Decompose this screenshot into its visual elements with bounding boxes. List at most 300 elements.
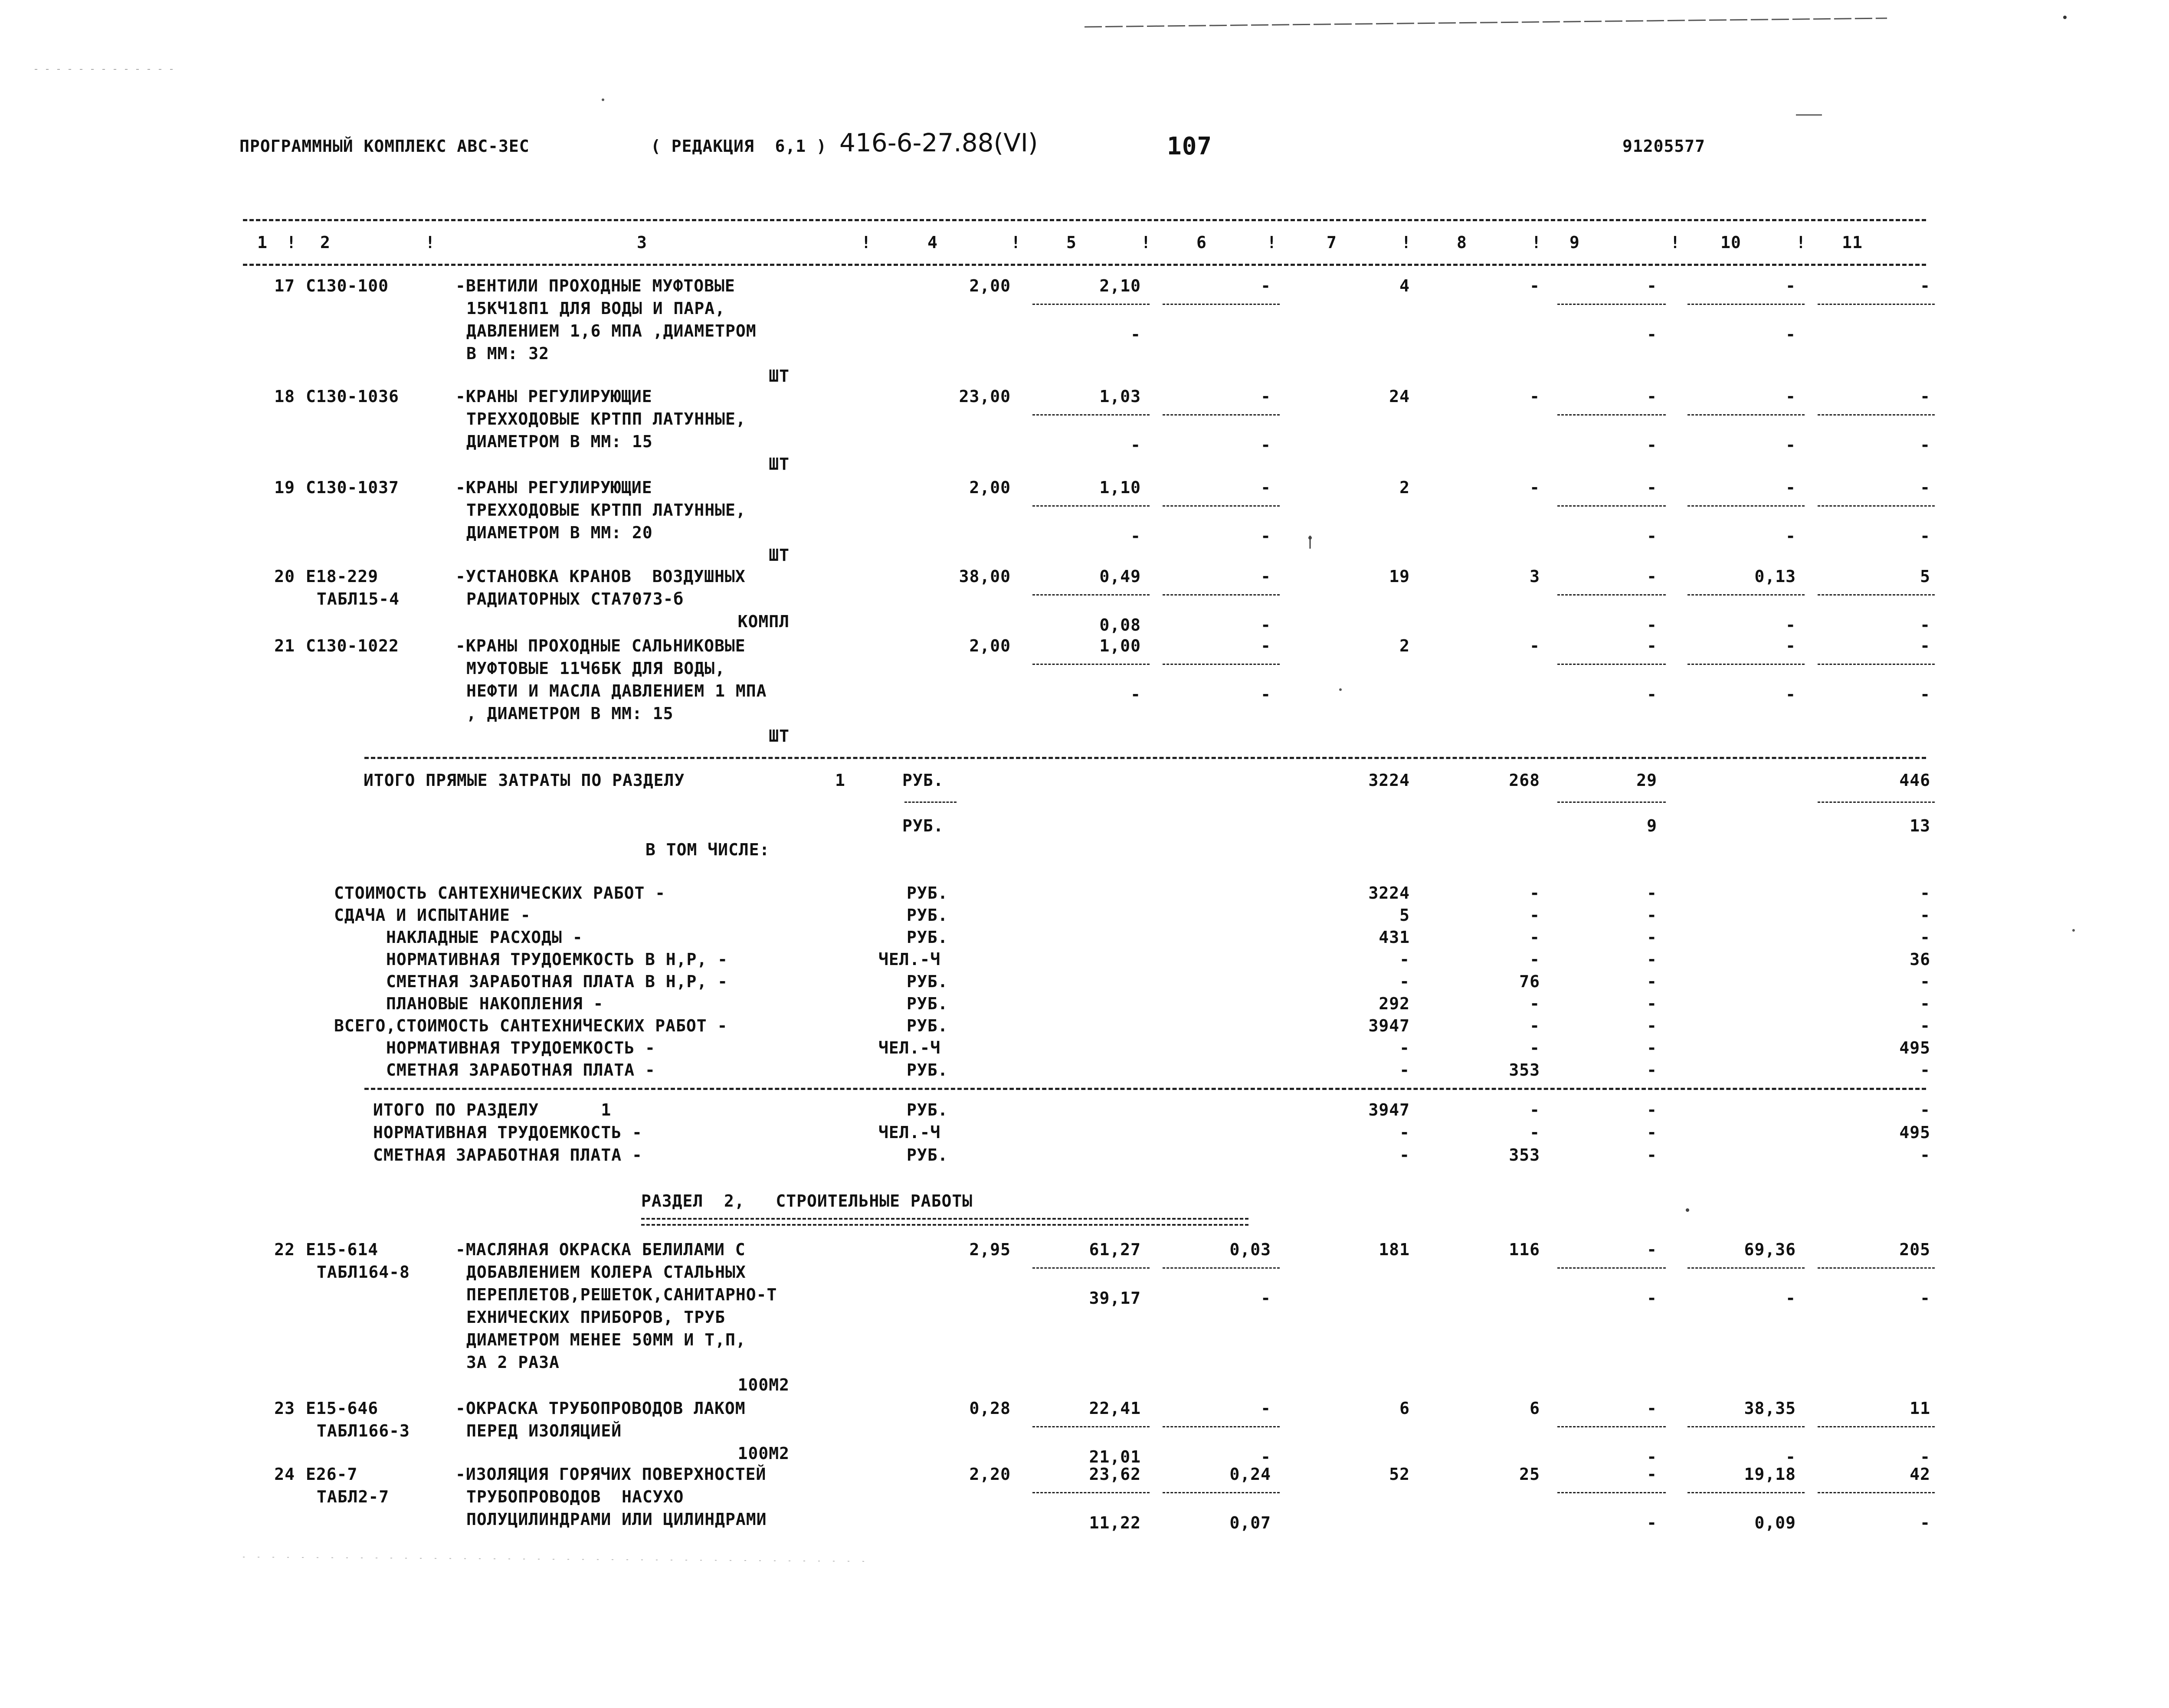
item-unit-cost-wages: - [1130,685,1141,704]
summary-label: НОРМАТИВНАЯ ТРУДОЕМКОСТЬ - [373,1123,642,1142]
summary-unit: РУБ. [907,906,948,925]
item-number: 23 [274,1399,295,1418]
item-labor: 38,35 [1744,1399,1796,1418]
column-header-10: 10 [1720,233,1741,252]
item-quantity: 2,95 [969,1240,1011,1259]
labor-total-divider [1818,1492,1935,1493]
summary-unit: РУБ. [907,928,948,947]
machines-divider [1557,1267,1666,1269]
item-labor-b: - [1786,1289,1796,1308]
labor-divider [1687,664,1805,665]
summary-label: НАКЛАДНЫЕ РАСХОДЫ - [386,928,583,947]
item-labor-total-b: - [1920,527,1930,546]
item-description-line: -ОКРАСКА ТРУБОПРОВОДОВ ЛАКОМ [455,1399,746,1418]
item-description-line: -КРАНЫ РЕГУЛИРУЮЩИЕ [455,478,652,497]
item-number: 18 [274,387,295,406]
unit-cost-divider [1032,505,1150,507]
item-code: Е26-7 [306,1465,358,1484]
machine-cost-divider [1163,505,1280,507]
item-machines-b: - [1647,325,1657,344]
item-total: 6 [1399,1399,1410,1418]
item-description-line: ДИАМЕТРОМ В ММ: 15 [466,432,653,451]
summary-c11: - [1920,1100,1930,1119]
item-description-line: -УСТАНОВКА КРАНОВ ВОЗДУШНЫХ [455,567,746,586]
item-description-line: РАДИАТОРНЫХ СТА7073-б [466,589,684,609]
item-wages: - [1530,478,1540,497]
item-unit-cost: 22,41 [1089,1399,1141,1418]
section2-title: РАЗДЕЛ 2, СТРОИТЕЛЬНЫЕ РАБОТЫ [641,1191,973,1211]
item-unit-cost-wages: - [1130,527,1141,546]
summary-c8: - [1530,906,1540,925]
summary-c9: - [1647,1100,1657,1119]
summary-c7: 3947 [1368,1100,1410,1119]
summary-c8: - [1530,1016,1540,1035]
machine-cost-divider [1163,664,1280,665]
summary-c7: - [1399,1038,1410,1057]
item-labor: - [1786,276,1796,295]
item-machines: - [1647,478,1657,497]
summary-unit: РУБ. [907,1100,948,1119]
summary-c7: - [1399,950,1410,969]
item-unit-cost: 2,10 [1099,276,1141,295]
column-separator: ! [861,233,872,252]
item-unit: ШТ [769,455,790,474]
item-description-line: ТРУБОПРОВОДОВ НАСУХО [466,1487,684,1506]
item-wages: 6 [1530,1399,1540,1418]
item-total: 2 [1399,478,1410,497]
summary-c8: 353 [1509,1060,1540,1080]
final-rule [364,1088,1926,1090]
edition: ( РЕДАКЦИЯ 6,1 ) [651,137,827,156]
item-description-line: ПЕРЕПЛЕТОВ,РЕШЕТОК,САНИТАРНО-Т [466,1285,777,1304]
item-code: Е15-646 [306,1399,379,1418]
labor-total-divider [1818,414,1935,416]
item-labor-total: - [1920,636,1930,655]
column-header-9: 9 [1569,233,1580,252]
item-unit-cost: 1,03 [1099,387,1141,406]
column-header-2: 2 [320,233,331,252]
summary-label: ВСЕГО,СТОИМОСТЬ САНТЕХНИЧЕСКИХ РАБОТ - [334,1016,728,1035]
column-header-11: 11 [1842,233,1863,252]
summary-c9: - [1647,1145,1657,1165]
item-labor-total-b: - [1920,685,1930,704]
summary-c11: 495 [1899,1123,1930,1142]
summary-unit: ЧЕЛ.-Ч [878,950,941,969]
item-description-line: -ВЕНТИЛИ ПРОХОДНЫЕ МУФТОВЫЕ [455,276,735,295]
item-unit: ШТ [769,546,790,565]
section1-total-label: ИТОГО ПРЯМЫЕ ЗАТРАТЫ ПО РАЗДЕЛУ [364,771,685,790]
summary-c11: - [1920,972,1930,991]
item-total: 52 [1389,1465,1410,1484]
program-name: ПРОГРАММНЫЙ КОМПЛЕКС АВС-ЗЕС [239,137,530,156]
column-separator: ! [1796,233,1806,252]
summary-unit: РУБ. [907,994,948,1013]
item-code: С130-1036 [306,387,399,406]
column-separator: ! [1011,233,1021,252]
item-machine-cost: 0,24 [1229,1465,1271,1484]
labor-total-divider [1818,505,1935,507]
summary-c7: 3224 [1368,883,1410,903]
machine-cost-divider [1163,594,1280,596]
item-code: С130-100 [306,276,389,295]
column-separator: ! [1267,233,1277,252]
item-description-line: -КРАНЫ ПРОХОДНЫЕ САЛЬНИКОВЫЕ [455,636,746,655]
item-wages: 116 [1509,1240,1540,1259]
page-number: 107 [1167,132,1212,160]
item-total: 4 [1399,276,1410,295]
summary-c8: - [1530,950,1540,969]
item-wages: 3 [1530,567,1540,586]
item-unit-cost: 61,27 [1089,1240,1141,1259]
item-description-line: -КРАНЫ РЕГУЛИРУЮЩИЕ [455,387,652,406]
section1-total-c11: 446 [1899,771,1930,790]
machines-divider [1557,304,1666,305]
item-machines: - [1647,387,1657,406]
item-labor-total-b: - [1920,435,1930,455]
item-machine-wages: - [1261,435,1271,455]
item-description-line: ПЕРЕД ИЗОЛЯЦИЕЙ [466,1421,622,1440]
item-machines-b: - [1647,685,1657,704]
item-machines: - [1647,276,1657,295]
summary-label: НОРМАТИВНАЯ ТРУДОЕМКОСТЬ В Н,Р, - [386,950,728,969]
item-machine-wages: - [1261,1289,1271,1308]
item-labor-total: - [1920,387,1930,406]
header-top-rule [243,219,1926,221]
summary-c7: 292 [1379,994,1410,1013]
item-quantity: 2,00 [969,478,1011,497]
item-labor-total-b: - [1920,1447,1930,1466]
item-machines: - [1647,636,1657,655]
unit-cost-divider [1032,1492,1150,1493]
item-labor-b: - [1786,325,1796,344]
unit-cost-divider [1032,1267,1150,1269]
column-separator: ! [286,233,297,252]
summary-c11: - [1920,883,1930,903]
summary-c9: - [1647,1016,1657,1035]
item-description-line: ЗА 2 РАЗА [466,1353,560,1372]
summary-label: ИТОГО ПО РАЗДЕЛУ 1 [373,1100,612,1119]
item-labor: - [1786,387,1796,406]
item-unit-cost-wages: - [1130,325,1141,344]
summary-label: НОРМАТИВНАЯ ТРУДОЕМКОСТЬ - [386,1038,655,1057]
machines-divider [1557,1426,1666,1427]
machines-divider [1557,414,1666,416]
summary-c8: - [1530,883,1540,903]
summary-c8: - [1530,928,1540,947]
summary-c9: - [1647,906,1657,925]
item-machines-b: - [1647,615,1657,635]
labor-total-divider [1818,1426,1935,1427]
summary-label: СМЕТНАЯ ЗАРАБОТНАЯ ПЛАТА В Н,Р, - [386,972,728,991]
item-labor-b: - [1786,685,1796,704]
summary-c7: - [1399,1145,1410,1165]
column-header-8: 8 [1457,233,1467,252]
item-labor: 69,36 [1744,1240,1796,1259]
section2-double-rule [641,1218,1248,1226]
item-wages: - [1530,636,1540,655]
summary-c11: - [1920,1060,1930,1080]
total-rule [364,757,1926,759]
item-machine-wages: - [1261,1447,1271,1466]
summary-label: СТОИМОСТЬ САНТЕХНИЧЕСКИХ РАБОТ - [334,883,666,903]
item-unit: 100М2 [737,1444,790,1463]
item-labor-total-b: - [1920,615,1930,635]
summary-c8: 353 [1509,1145,1540,1165]
summary-c11: - [1920,994,1930,1013]
item-unit-cost: 23,62 [1089,1465,1141,1484]
item-total: 2 [1399,636,1410,655]
section1-total-c9: 29 [1636,771,1657,790]
item-labor-b: - [1786,435,1796,455]
item-machines: - [1647,1465,1657,1484]
item-quantity: 2,00 [969,276,1011,295]
item-description-line: ПОЛУЦИЛИНДРАМИ ИЛИ ЦИЛИНДРАМИ [466,1510,767,1529]
item-number: 21 [274,636,295,655]
summary-c9: - [1647,994,1657,1013]
item-unit: 100М2 [737,1375,790,1394]
labor-divider [1687,505,1805,507]
unit-underline [904,802,957,803]
summary-c7: - [1399,1123,1410,1142]
item-machines-b: - [1647,435,1657,455]
item-machines-b: - [1647,1513,1657,1532]
item-total: 24 [1389,387,1410,406]
unit-cost-divider [1032,594,1150,596]
summary-unit: РУБ. [907,1145,948,1165]
machines-divider [1557,664,1666,665]
item-quantity: 2,20 [969,1465,1011,1484]
labor-total-divider [1818,304,1935,305]
summary-c11: - [1920,1016,1930,1035]
item-machine-cost: - [1261,567,1271,586]
item-unit-cost: 0,49 [1099,567,1141,586]
column-separator: ! [1141,233,1151,252]
item-code: Е15-614 [306,1240,379,1259]
section1-total-number: 1 [835,771,845,790]
item-description-line: 15КЧ18П1 ДЛЯ ВОДЫ И ПАРА, [466,299,725,318]
summary-unit: ЧЕЛ.-Ч [878,1123,941,1142]
machines-divider [1557,594,1666,596]
summary-c9: - [1647,928,1657,947]
item-machine-cost: - [1261,636,1271,655]
summary-c8: - [1530,1100,1540,1119]
item-description-line: В ММ: 32 [466,344,550,363]
summary-c7: 431 [1379,928,1410,947]
item-unit-cost: 1,00 [1099,636,1141,655]
item-machine-cost: - [1261,276,1271,295]
item-wages: 25 [1519,1465,1540,1484]
item-labor-total: 5 [1920,567,1930,586]
item-description-line: -МАСЛЯНАЯ ОКРАСКА БЕЛИЛАМИ С [455,1240,746,1259]
summary-label: СМЕТНАЯ ЗАРАБОТНАЯ ПЛАТА - [373,1145,642,1165]
summary-c8: - [1530,1123,1540,1142]
item-description-line: ДОБАВЛЕНИЕМ КОЛЕРА СТАЛЬНЫХ [466,1263,746,1282]
item-description-line: НЕФТИ И МАСЛА ДАВЛЕНИЕМ 1 МПА [466,681,767,700]
column-separator: ! [1401,233,1412,252]
item-labor-b: 0,09 [1754,1513,1796,1532]
item-number: 22 [274,1240,295,1259]
item-code: С130-1037 [306,478,399,497]
summary-unit: РУБ. [907,1060,948,1080]
item-unit: КОМПЛ [737,612,790,631]
item-machine-wages: - [1261,527,1271,546]
machines-divider [1557,505,1666,507]
item-unit-cost-wages: 39,17 [1089,1289,1141,1308]
item-description-line: ДАВЛЕНИЕМ 1,6 МПА ,ДИАМЕТРОМ [466,321,757,340]
item-labor: 0,13 [1754,567,1796,586]
item-code: С130-1022 [306,636,399,655]
item-machine-wages: - [1261,615,1271,635]
item-wages: - [1530,387,1540,406]
summary-c8: - [1530,994,1540,1013]
summary-c9: - [1647,1038,1657,1057]
item-unit: ШТ [769,366,790,386]
item-machines-b: - [1647,1289,1657,1308]
item-labor-b: - [1786,615,1796,635]
summary-c11: - [1920,906,1930,925]
including-label: В ТОМ ЧИСЛЕ: [645,840,770,859]
item-number: 19 [274,478,295,497]
item-description-line: МУФТОВЫЕ 11Ч6БК ДЛЯ ВОДЫ, [466,659,725,678]
machine-cost-divider [1163,1267,1280,1269]
item-machine-wages: - [1261,685,1271,704]
item-labor-total: 42 [1910,1465,1930,1484]
summary-c9: - [1647,1060,1657,1080]
summary-unit: РУБ. [907,972,948,991]
column-header-5: 5 [1066,233,1077,252]
summary-label: СМЕТНАЯ ЗАРАБОТНАЯ ПЛАТА - [386,1060,655,1080]
summary-c9: - [1647,972,1657,991]
item-machine-cost: 0,03 [1229,1240,1271,1259]
section1-total-c8: 268 [1509,771,1540,790]
summary-label: СДАЧА И ИСПЫТАНИЕ - [334,906,531,925]
item-unit-cost: 1,10 [1099,478,1141,497]
summary-c9: - [1647,950,1657,969]
labor-total-divider [1818,594,1935,596]
item-machines-b: - [1647,527,1657,546]
item-quantity: 38,00 [959,567,1011,586]
item-unit-cost-wages: 0,08 [1099,615,1141,635]
item-labor: 19,18 [1744,1465,1796,1484]
summary-c7: 5 [1399,906,1410,925]
unit-cost-divider [1032,1426,1150,1427]
unit-cost-divider [1032,304,1150,305]
item-machines: - [1647,1240,1657,1259]
item-labor-total-b: - [1920,1289,1930,1308]
summary-label: ПЛАНОВЫЕ НАКОПЛЕНИЯ - [386,994,604,1013]
summary-c9: - [1647,1123,1657,1142]
item-description-line: , ДИАМЕТРОМ В ММ: 15 [466,704,674,723]
column-header-1: 1 [257,233,268,252]
labor-divider [1687,414,1805,416]
labor-total-divider [1818,664,1935,665]
c9-underline [1557,802,1666,803]
section1-total-c11b: 13 [1910,816,1930,835]
item-labor-b: - [1786,527,1796,546]
item-labor: - [1786,478,1796,497]
item-labor-total: - [1920,478,1930,497]
summary-c7: - [1399,1060,1410,1080]
item-number: 20 [274,567,295,586]
machine-cost-divider [1163,414,1280,416]
machine-cost-divider [1163,304,1280,305]
summary-c7: 3947 [1368,1016,1410,1035]
item-number: 24 [274,1465,295,1484]
item-labor-b: - [1786,1447,1796,1466]
summary-c11: - [1920,1145,1930,1165]
column-header-6: 6 [1196,233,1207,252]
item-description-line: -ИЗОЛЯЦИЯ ГОРЯЧИХ ПОВЕРХНОСТЕЙ [455,1465,767,1484]
labor-divider [1687,1492,1805,1493]
item-total: 19 [1389,567,1410,586]
summary-c8: - [1530,1038,1540,1057]
section1-total-unit: РУБ. [902,771,944,790]
summary-c11: 36 [1910,950,1930,969]
header-bottom-rule [243,264,1926,266]
item-quantity: 2,00 [969,636,1011,655]
item-unit-cost-wages: 21,01 [1089,1447,1141,1466]
summary-unit: РУБ. [907,1016,948,1035]
item-description-line: ЕХНИЧЕСКИХ ПРИБОРОВ, ТРУБ [466,1308,725,1327]
labor-divider [1687,304,1805,305]
item-number: 17 [274,276,295,295]
item-unit-cost-wages: - [1130,435,1141,455]
item-description-line: ТРЕХХОДОВЫЕ КРТПП ЛАТУННЫЕ, [466,501,746,520]
summary-c11: - [1920,928,1930,947]
summary-unit: РУБ. [907,883,948,903]
labor-total-divider [1818,1267,1935,1269]
column-header-7: 7 [1327,233,1337,252]
section1-total-c7: 3224 [1368,771,1410,790]
unit-cost-divider [1032,414,1150,416]
handwritten-code: 416-6-27.88(VI) [839,128,1038,157]
item-quantity: 0,28 [969,1399,1011,1418]
item-code-table: ТАБЛ166-3 [317,1421,410,1440]
section1-total-unit2: РУБ. [902,816,944,835]
item-total: 181 [1379,1240,1410,1259]
summary-unit: ЧЕЛ.-Ч [878,1038,941,1057]
item-code-table: ТАБЛ15-4 [317,589,400,609]
labor-divider [1687,1267,1805,1269]
document-number: 91205577 [1622,137,1706,156]
labor-divider [1687,1426,1805,1427]
item-code-table: ТАБЛ164-8 [317,1263,410,1282]
item-labor-total: 11 [1910,1399,1930,1418]
item-code-table: ТАБЛ2-7 [317,1487,390,1506]
labor-divider [1687,594,1805,596]
column-separator: ! [1531,233,1542,252]
item-unit: ШТ [769,726,790,746]
item-labor: - [1786,636,1796,655]
item-code: Е18-229 [306,567,379,586]
machine-cost-divider [1163,1426,1280,1427]
item-wages: - [1530,276,1540,295]
column-separator: ! [1670,233,1681,252]
item-description-line: ТРЕХХОДОВЫЕ КРТПП ЛАТУННЫЕ, [466,409,746,429]
item-description-line: ДИАМЕТРОМ МЕНЕЕ 50ММ И Т,П, [466,1330,746,1349]
summary-c9: - [1647,883,1657,903]
item-machines-b: - [1647,1447,1657,1466]
item-machines: - [1647,1399,1657,1418]
item-description-line: ДИАМЕТРОМ В ММ: 20 [466,523,653,542]
item-labor-total: 205 [1899,1240,1930,1259]
column-header-4: 4 [927,233,938,252]
machine-cost-divider [1163,1492,1280,1493]
item-quantity: 23,00 [959,387,1011,406]
item-labor-total: - [1920,276,1930,295]
unit-cost-divider [1032,664,1150,665]
item-machine-cost: - [1261,387,1271,406]
